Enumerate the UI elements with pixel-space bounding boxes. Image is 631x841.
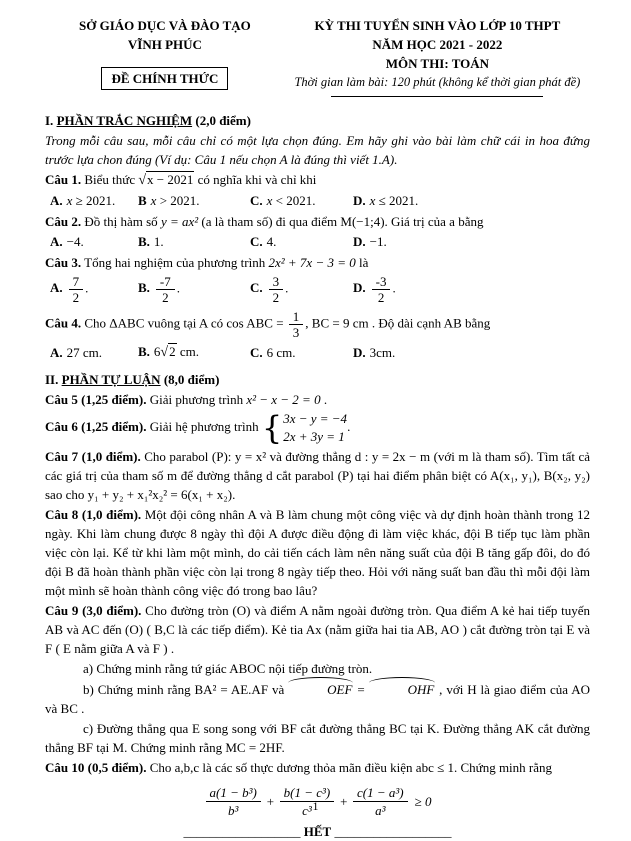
question-9-part-b — [45, 679, 590, 718]
sqrt-expression — [138, 172, 194, 187]
radicand: x − 2021 — [147, 172, 194, 187]
subject-name: MÔN THI: TOÁN — [385, 56, 490, 71]
question-9-part-a: a) Chứng minh rằng tứ giác ABOC nội tiếp đường tròn. — [83, 661, 373, 676]
question-7-label: Câu 7 (1,0 điểm). — [45, 449, 141, 464]
system-brace: { — [261, 409, 283, 447]
question-5-tail: . — [320, 392, 328, 407]
question-4-text-after: , BC = 9 cm . Độ dài cạnh AB bằng — [305, 315, 491, 331]
question-2 — [45, 212, 590, 231]
q2-option-d: D. −1. — [353, 234, 387, 249]
section-i-points: (2,0 điểm) — [192, 113, 251, 128]
q1-option-c: C. x < 2021. — [250, 193, 316, 208]
question-1 — [45, 170, 590, 190]
section-i-title: PHẦN TRẮC NGHIỆM — [56, 113, 193, 128]
question-8 — [45, 505, 590, 600]
system-equation-2: 2x + 3y = 1 — [283, 429, 345, 444]
question-7-text: Cho parabol (P): y = x² và đường thẳng d : y = 2x − m (với m là tham số). Tìm tất cả các giá trị của tham số m để đường thẳng d cắt parabol (P) tại hai điểm phân biệt có A(x₁, y₁), B(x₂, y₂) sao cho y₁ + y₂ + x₁²x₂² = 6(x₁ + x₂). — [45, 449, 591, 502]
question-3-text-after: là — [355, 255, 369, 270]
question-6-label: Câu 6 (1,25 điểm). — [45, 418, 147, 434]
question-7 — [45, 447, 590, 504]
question-1-label: Câu 1. — [45, 172, 82, 187]
end-word: HẾT — [303, 824, 332, 839]
question-3 — [45, 253, 590, 272]
fraction-1: $\frac{\text{a(1 − b³)}}{\text{b³}}$ — [206, 784, 261, 819]
question-3-text: Tổng hai nghiệm của phương trình — [81, 255, 269, 270]
department-name: SỞ GIÁO DỤC VÀ ĐÀO TẠO — [79, 18, 251, 33]
system-equation-1: 3x − y = −4 — [283, 411, 348, 426]
question-10-text: Cho a,b,c là các số thực dương thỏa mãn điều kiện abc ≤ 1. Chứng minh rằng — [146, 760, 553, 775]
section-i-instructions: Trong mỗi câu sau, mỗi câu chỉ có một lựa chọn đúng. Em hãy ghi vào bài làm chữ cái in hoa đứng trước lựa chon đúng (Ví dụ: Câu 1 nếu chọn A là đúng thì viết 1.A). — [45, 133, 590, 167]
question-2-text: Đồ thị hàm số — [81, 214, 161, 229]
question-6 — [45, 410, 590, 446]
part-b-equals: = — [353, 682, 369, 697]
question-5 — [45, 390, 590, 409]
end-line-left: __________________ — [183, 824, 301, 839]
question-9-part-c: c) Đường thẳng qua E song song với BF cắt đường thẳng BC tại K. Đường thẳng AK cắt đường thẳng BF tại M. Chứng minh rằng MC = 2HF. — [45, 721, 590, 755]
fraction: $\frac{7}{2}$ — [69, 274, 84, 305]
official-exam-box: ĐỀ CHÍNH THỨC — [101, 67, 228, 90]
section-ii-prefix: II. — [45, 372, 62, 387]
question-4-text: Cho ΔABC vuông tại A có cos ABC = — [81, 315, 287, 331]
section-i-prefix: I. — [45, 113, 57, 128]
q1-option-b: B x > 2021. — [138, 193, 200, 208]
question-3-label: Câu 3. — [45, 255, 82, 270]
sqrt-expression: √2 — [160, 344, 176, 360]
fraction: $\frac{3}{2}$ — [269, 274, 284, 305]
question-8-label: Câu 8 (1,0 điểm). — [45, 507, 142, 522]
question-5-equation: x² − x − 2 = 0 — [246, 392, 321, 407]
section-ii-heading — [45, 370, 590, 389]
inequality-tail: ≥ 0 — [414, 794, 432, 809]
fraction: $\frac{-3}{2}$ — [372, 274, 391, 305]
question-4 — [45, 308, 590, 341]
q4-option-c: C. 6 cm. — [250, 344, 296, 360]
question-9 — [45, 601, 590, 658]
q3-option-a: A. $\frac{7}{2}$ . — [50, 274, 89, 305]
fraction: $\frac{1}{3}$ — [289, 309, 304, 340]
section-ii-points: (8,0 điểm) — [160, 372, 220, 387]
plus-sign: + — [265, 794, 275, 809]
question-2-label: Câu 2. — [45, 214, 82, 229]
angle-arc-oef: OEF — [288, 679, 353, 699]
q4-option-d: D. 3cm. — [353, 344, 396, 360]
end-of-exam-line — [45, 822, 590, 841]
q3-option-c: C. $\frac{3}{2}$ . — [250, 274, 289, 305]
question-1-options — [45, 191, 590, 210]
q4-option-b: B. 6√2 cm. — [138, 344, 199, 360]
system-equations — [283, 410, 347, 446]
plus-sign: + — [339, 794, 348, 809]
part-b-text: b) Chứng minh rằng BA² = AE.AF và — [83, 682, 289, 697]
question-2-options — [45, 232, 590, 251]
question-10 — [45, 758, 590, 777]
q4-option-a: A. 27 cm. — [50, 344, 103, 360]
section-i-heading — [45, 111, 590, 130]
equation-system — [262, 410, 347, 446]
angle-arc-ohf: OHF — [369, 679, 436, 699]
question-6-text: Giải hệ phương trình — [146, 418, 262, 434]
question-3-equation: 2x² + 7x − 3 = 0 — [268, 255, 356, 270]
question-4-options — [45, 342, 590, 362]
section-ii-title: PHẦN TỰ LUẬN — [61, 372, 161, 387]
q2-option-a: A. −4. — [50, 234, 84, 249]
fraction: $\frac{-7}{2}$ — [156, 274, 175, 305]
fraction-2: $\frac{\text{b(1 − c³)}}{\text{c³}}$ — [280, 784, 335, 819]
end-line-right: __________________ — [334, 824, 452, 839]
province-name: VĨNH PHÚC — [127, 37, 202, 52]
question-2-equation: y = ax² — [160, 214, 199, 229]
question-5-text: Giải phương trình — [146, 392, 247, 407]
radical-sign: √ — [138, 173, 147, 188]
q3-option-d: D. $\frac{-3}{2}$ . — [353, 274, 396, 305]
question-5-label: Câu 5 (1,25 điểm). — [45, 392, 147, 407]
q2-option-b: B. 1. — [138, 234, 164, 249]
question-1-text-before: Biểu thức — [81, 172, 139, 187]
q1-option-d: D. x ≤ 2021. — [353, 193, 419, 208]
fraction-3: $\frac{\text{c(1 − a³)}}{\text{a³}}$ — [353, 784, 408, 819]
question-8-text: Một đội công nhân A và B làm chung một công việc và dự định hoàn thành trong 12 ngày. Khi làm chung được 8 ngày thì đội A được điều động đi làm việc khác, đội B tiếp tục làm phần việc còn lại. Kể từ khi làm một mình, do cải tiến cách làm nên năng suất của đội B tăng gấp đôi, do đó đội B đã hoàn thành phần việc còn lại trong 8 ngày tiếp theo. Hỏi với năng suất ban đầu thì mỗi đội làm một mình sẽ hoàn thành công việc đó trong bao lâu? — [45, 507, 591, 598]
question-9-label: Câu 9 (3,0 điểm). — [45, 603, 142, 618]
q1-option-a: A. x ≥ 2021. — [50, 193, 116, 208]
question-6-tail: . — [347, 418, 351, 434]
question-9-text: Cho đường tròn (O) và điểm A nằm ngoài đường tròn. Qua điểm A kẻ hai tiếp tuyến AB và AC đến (O) ( B,C là các tiếp điểm). Kẻ tia Ax (nằm giữa hai tia AB, AO ) cắt đường tròn tại E và F ( E nằm giữa A và F ) . — [45, 603, 591, 656]
exam-header — [45, 16, 590, 97]
question-1-text-after: có nghĩa khi và chỉ khi — [194, 172, 317, 187]
header-left-column — [45, 16, 285, 97]
exam-title: KỲ THI TUYỂN SINH VÀO LỚP 10 THPT — [314, 18, 561, 33]
question-10-label: Câu 10 (0,5 điểm). — [45, 760, 147, 775]
question-2-text-after: (a là tham số) đi qua điểm M(−1;4). Giá trị của a bằng — [198, 214, 484, 229]
question-4-label: Câu 4. — [45, 315, 82, 331]
header-right-column — [285, 16, 590, 97]
q3-option-b: B. $\frac{-7}{2}$ . — [138, 274, 181, 305]
question-3-options — [45, 273, 590, 306]
exam-duration: Thời gian làm bài: 120 phút (không kể thời gian phát đề) — [294, 75, 581, 89]
header-divider-line — [331, 96, 543, 97]
q2-option-c: C. 4. — [250, 234, 277, 249]
school-year: NĂM HỌC 2021 - 2022 — [372, 37, 503, 52]
part-b-text-after: , với H là giao điểm của AO và BC . — [45, 682, 590, 716]
page-number: 1 — [312, 799, 319, 813]
